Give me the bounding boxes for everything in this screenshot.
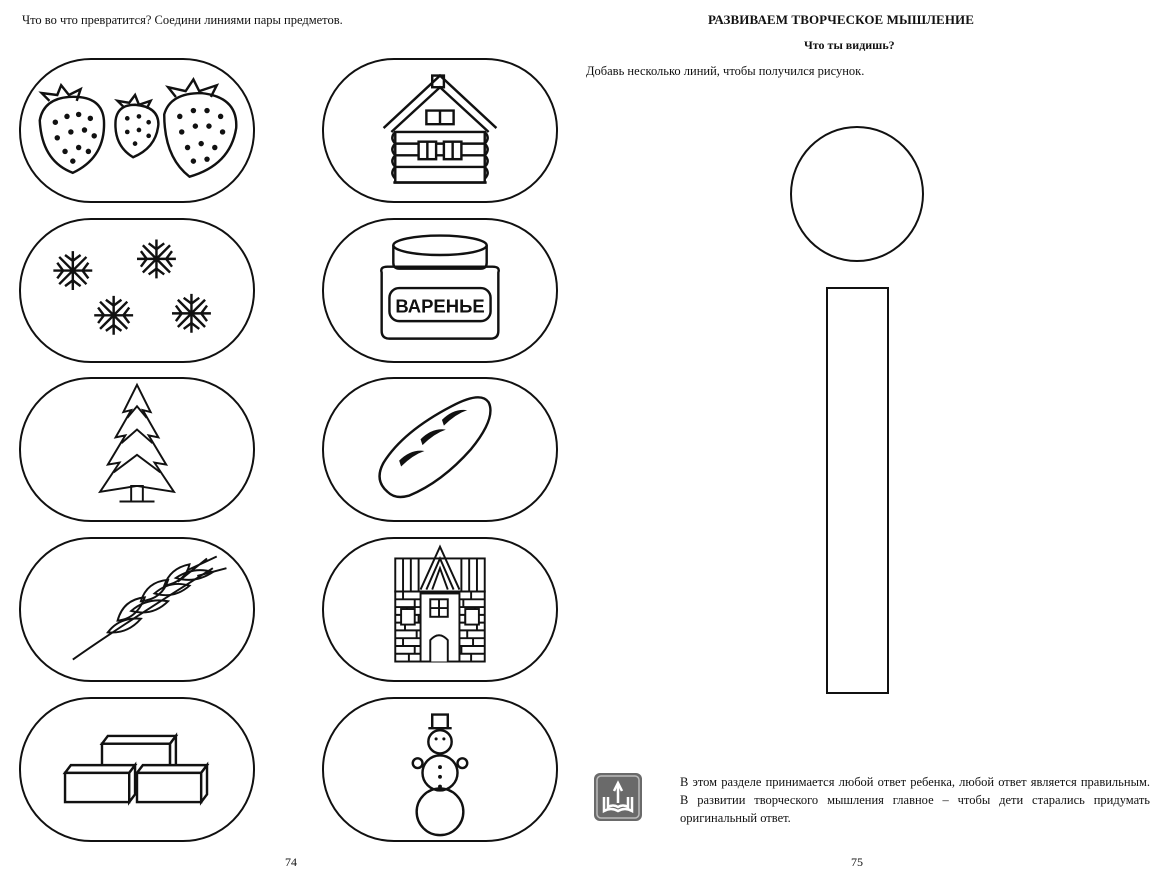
- pill-bread: [322, 377, 558, 522]
- subtitle: Что ты видишь?: [804, 38, 895, 52]
- section-title: РАЗВИВАЕМ ТВОРЧЕСКОЕ МЫШЛЕНИЕ: [708, 12, 975, 27]
- jam-jar-icon: [324, 220, 556, 361]
- pill-brick-house: [322, 537, 558, 682]
- snowflakes-icon: [21, 220, 253, 361]
- page-number: 75: [851, 855, 863, 869]
- pill-fir-tree: [19, 377, 255, 522]
- pill-log-house: [322, 58, 558, 203]
- left-page: [0, 0, 580, 885]
- circle-figure: [790, 126, 924, 262]
- strawberries-icon: [21, 60, 253, 201]
- wheat-ear-icon: [21, 539, 253, 680]
- right-page: [580, 0, 1167, 885]
- page-number: 74: [285, 855, 297, 869]
- pill-snowman: [322, 697, 558, 842]
- right-page-instruction: Добавь несколько линий, чтобы получился рисунок.: [586, 64, 865, 78]
- brick-house-icon: [324, 539, 556, 680]
- left-page-instruction: Что во что превратится? Соедини линиями пары предметов.: [22, 13, 343, 27]
- bricks-icon: [21, 699, 253, 840]
- open-book-icon: [594, 773, 642, 821]
- bread-loaf-icon: [324, 379, 556, 520]
- pill-wheat: [19, 537, 255, 682]
- pill-snowflakes: [19, 218, 255, 363]
- pill-jam-jar: [322, 218, 558, 363]
- pill-bricks: [19, 697, 255, 842]
- snowman-icon: [324, 699, 556, 840]
- jam-label: ВАРЕНЬЕ: [395, 295, 485, 317]
- fir-tree-icon: [21, 379, 253, 520]
- rectangle-figure: [826, 287, 889, 694]
- parent-note: В этом разделе принимается любой ответ ребенка, любой ответ является правильным. В развитии творческого мышления главное – чтобы дети старались придумать оригинальный ответ.: [680, 775, 1150, 825]
- log-house-icon: [324, 60, 556, 201]
- pill-strawberries: [19, 58, 255, 203]
